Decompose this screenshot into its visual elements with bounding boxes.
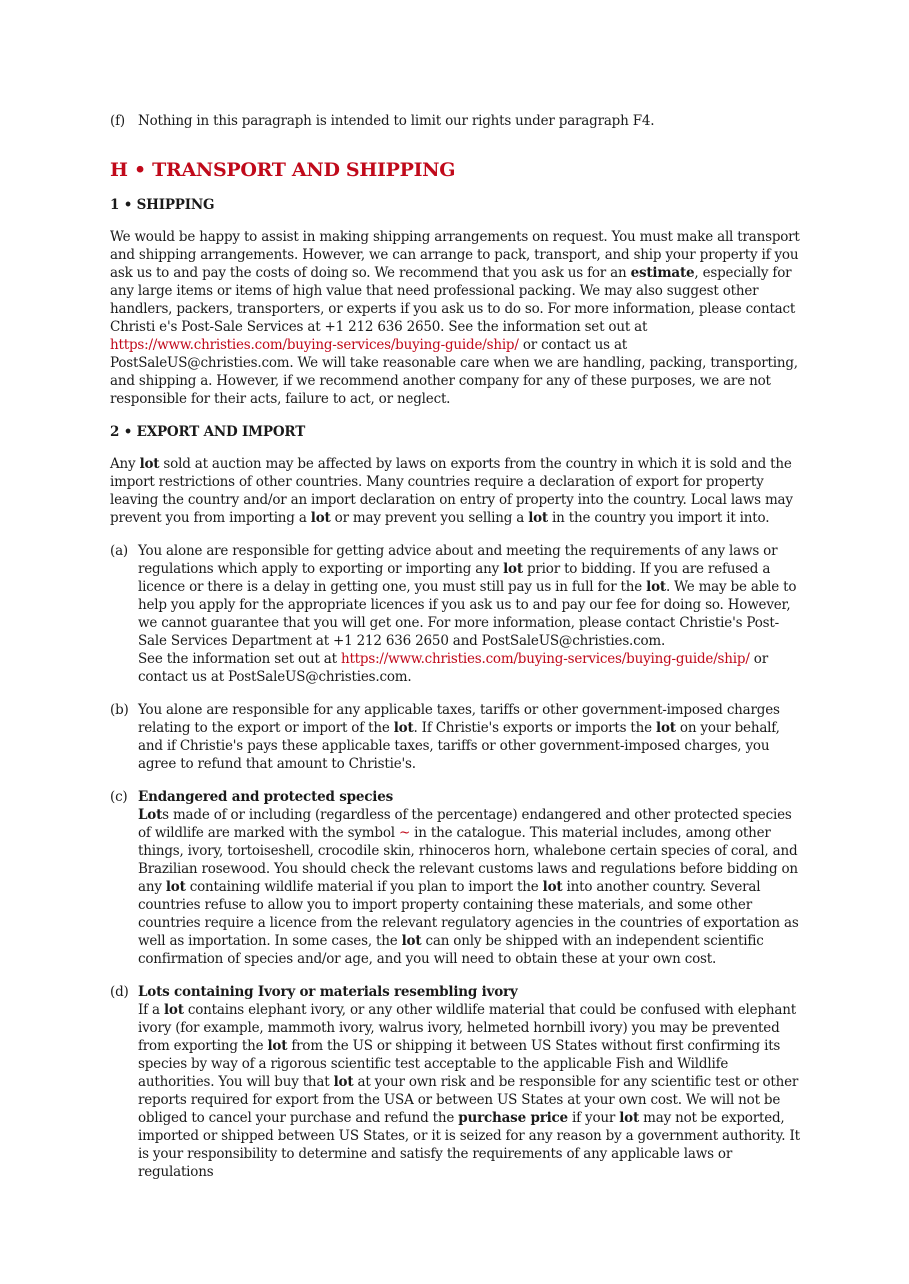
term-lot: lot: [503, 561, 523, 577]
export-paragraph: [110, 455, 802, 527]
term-lot: lot: [333, 1074, 354, 1090]
page-content: [110, 112, 802, 1181]
text-run: containing wildlife material if you plan to import the: [185, 879, 543, 895]
text-run: s made of or including (regardless of the percentage) endangered and other protected species of wildlife are marked with the symbol: [138, 807, 792, 841]
shipping-guide-link[interactable]: https://www.christies.com/buying-services/buying-guide/ship/: [340, 651, 750, 667]
term-lot: lot: [656, 720, 676, 736]
term-lot: lot: [401, 933, 422, 949]
text-run: prior to bidding. If you are refused a licence or there is a delay in getting one, you must still pay us in full for the: [138, 561, 771, 595]
item-a: [110, 542, 802, 686]
text-run: sold at auction may be affected by laws on exports from the country in which it is sold and the import restrictions of other countries. Many countries require a declaration of export for property leaving the country and/or an import declaration on entry of property into the country. Local laws may prevent you from importing a: [110, 456, 793, 526]
term-lot: Lot: [138, 807, 163, 823]
text-run: You alone are responsible for getting advice about and meeting the requirements of any laws or regulations which apply to exporting or importing any: [138, 543, 778, 577]
term-lot: lot: [393, 720, 414, 736]
text-run: or contact us at PostSaleUS@christies.com. We will take reasonable care when we are handling, packing, transporting, and shipping a. However, if we recommend another company for any of these purposes, we are not responsible for their acts, failure to act, or neglect.: [110, 337, 798, 407]
term-estimate: estimate: [630, 265, 695, 281]
shipping-paragraph: [110, 228, 802, 408]
paragraph-f: [110, 112, 802, 130]
text-run: . If Christie's exports or imports the: [413, 720, 657, 736]
term-lot: lot: [310, 510, 331, 526]
term-lot: lot: [267, 1038, 288, 1054]
text-run: into another country. Several countries refuse to allow you to import property containing these materials, and some other countries require a licence from the relevant regulatory agencies in the countries of exportation as well as importation. In some cases, the: [138, 879, 799, 949]
text-run: , especially for any large items or items of high value that need professional packing. We may also suggest other handlers, packers, transporters, or experts if you ask us to do so. For more information, please contact Christi e's Post-Sale Services at +1 212 636 2650. See the information set out at: [110, 265, 796, 335]
item-a-see-also: [138, 650, 802, 686]
item-d-heading: [138, 983, 802, 1001]
term-lot: lot: [528, 510, 548, 526]
item-a-text: [138, 542, 802, 650]
item-label: (a): [110, 543, 128, 559]
text-run: or may prevent you selling a: [330, 510, 529, 526]
term-lot: lot: [163, 1002, 184, 1018]
item-d: [110, 983, 802, 1181]
text-run: on your behalf, and if Christie's pays these applicable taxes, tariffs or other government-imposed charges, you agree to refund that amount to Christie's.: [138, 720, 780, 772]
term-lot: lot: [165, 879, 186, 895]
item-b: [110, 701, 802, 773]
item-c-text: [138, 806, 802, 968]
paragraph-text: Nothing in this paragraph is intended to limit our rights under paragraph F4.: [138, 113, 655, 129]
text-run: can only be shipped with an independent scientific confirmation of species and/or age, and you will need to obtain these at your own cost.: [138, 933, 764, 967]
text-run: You alone are responsible for any applicable taxes, tariffs or other government-imposed charges relating to the export or import of the: [138, 702, 780, 736]
term-lot: lot: [542, 879, 563, 895]
item-label: (d): [110, 984, 129, 1000]
term-lot: lot: [139, 456, 160, 472]
section-title: H • TRANSPORT AND SHIPPING: [110, 159, 456, 181]
item-d-text: [138, 1001, 802, 1181]
term-purchase-price: purchase price: [458, 1110, 568, 1126]
text-run: Any: [110, 456, 140, 472]
text-run: See the information set out at: [138, 651, 341, 667]
export-heading: 2 • EXPORT AND IMPORT: [110, 424, 306, 440]
text-run: may not be exported, imported or shipped between US States, or it is seized for any reason by a government authority. It is your responsibility to determine and satisfy the requirements of any applicable laws or regulations: [138, 1110, 800, 1180]
term-lot: lot: [646, 579, 666, 595]
text-run: from the US or shipping it between US States without first confirming its species by way of a rigorous scientific test acceptable to the applicable Fish and Wildlife authorities. You will buy that: [138, 1038, 781, 1090]
item-c: [110, 788, 802, 968]
text-run: if your: [567, 1110, 620, 1126]
text-run: in the catalogue. This material includes, among other things, ivory, tortoiseshell, crocodile skin, rhinoceros horn, whalebone certain species of coral, and Brazilian rosewood. You should check the relevant customs laws and regulations before bidding on any: [138, 825, 798, 895]
text-run: or contact us at PostSaleUS@christies.com.: [138, 651, 768, 685]
item-c-heading: [138, 788, 802, 806]
item-b-text: [138, 701, 802, 773]
subheading: Lots containing Ivory or materials resembling ivory: [138, 984, 518, 1000]
item-label: (c): [110, 789, 128, 805]
subheading: Endangered and protected species: [138, 789, 394, 805]
text-run: at your own risk and be responsible for any scientific test or other reports required for export from the USA or between US States at your own cost. We will not be obliged to cancel your purchase and refund the: [138, 1074, 799, 1126]
item-label: (b): [110, 702, 129, 718]
item-label: (f): [110, 113, 125, 129]
shipping-guide-link[interactable]: https://www.christies.com/buying-services/buying-guide/ship/: [110, 337, 519, 353]
term-lot: lot: [619, 1110, 640, 1126]
text-run: . We may be able to help you apply for the appropriate licences if you ask us to and pay our fee for doing so. However, we cannot guarantee that you will get one. For more information, please contact Christie's Post-Sale Services Department at +1 212 636 2650 and PostSaleUS@christies.com.: [138, 579, 797, 649]
shipping-heading: 1 • SHIPPING: [110, 197, 215, 213]
text-run: If a: [138, 1002, 164, 1018]
text-run: in the country you import it into.: [547, 510, 770, 526]
text-run: contains elephant ivory, or any other wildlife material that could be confused with elephant ivory (for example, mammoth ivory, walrus ivory, helmeted hornbill ivory) you may be prevented from exporting the: [138, 1002, 796, 1054]
endangered-symbol: ~: [398, 825, 411, 841]
text-run: We would be happy to assist in making shipping arrangements on request. You must make all transport and shipping arrangements. However, we can arrange to pack, transport, and ship your property if you ask us to and pay the costs of doing so. We recommend that you ask us for an: [110, 229, 800, 281]
